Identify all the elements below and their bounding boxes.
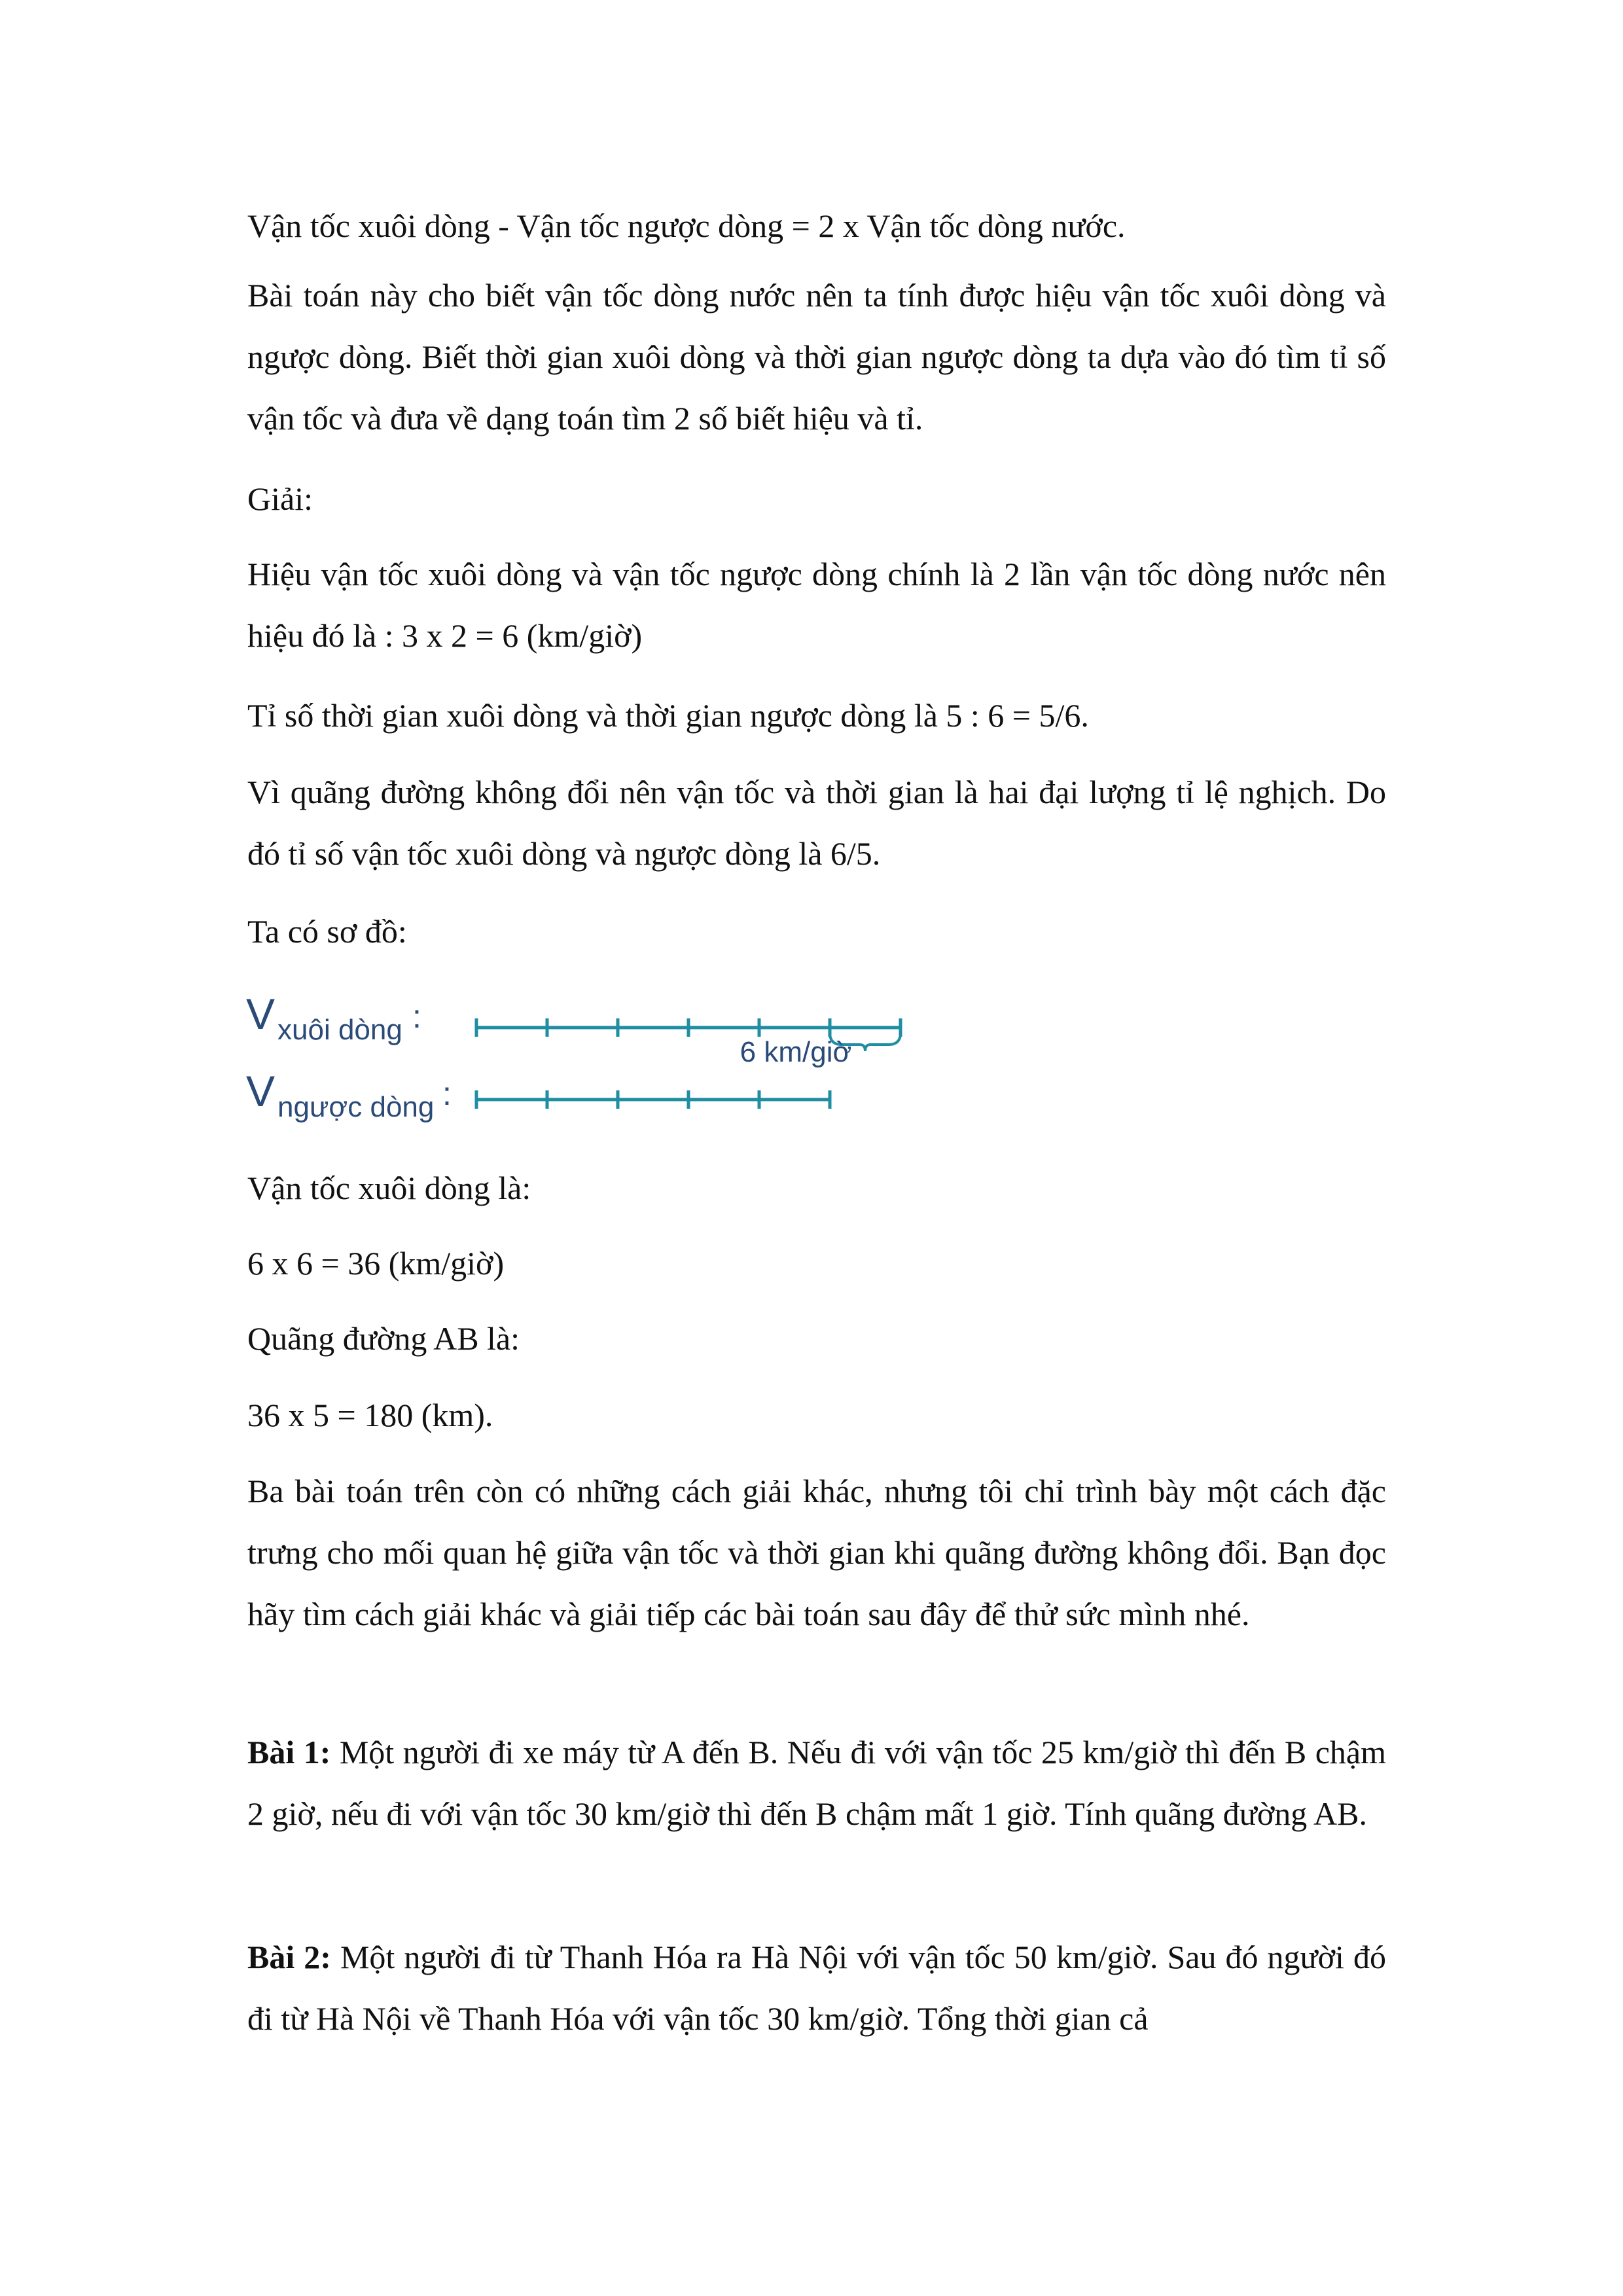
paragraph-difference: Hiệu vận tốc xuôi dòng và vận tốc ngược dòng chính là 2 lần vận tốc dòng nước nên hiệu đó là : 3 x 2 = 6 (km/giờ)	[247, 556, 1386, 654]
paragraph-diagram-intro: Ta có sơ đồ:	[247, 913, 407, 950]
exercise-1-text: Một người đi xe máy từ A đến B. Nếu đi với vận tốc 25 km/giờ thì đến B chậm 2 giờ, nếu đi với vận tốc 30 km/giờ thì đến B chậm mất 1 giờ. Tính quãng đường AB.	[247, 1734, 1386, 1832]
paragraph-formula: Vận tốc xuôi dòng - Vận tốc ngược dòng = 2 x Vận tốc dòng nước.	[247, 207, 1126, 244]
exercise-2-label: Bài 2:	[247, 1939, 331, 1975]
exercise-2	[247, 1926, 1386, 2049]
paragraph-distance-heading: Quãng đường AB là:	[247, 1320, 520, 1357]
row-upstream	[246, 1067, 830, 1123]
segment-diagram	[241, 969, 915, 1126]
paragraph-calc-distance: 36 x 5 = 180 (km).	[247, 1397, 493, 1433]
row-downstream-colon: :	[412, 998, 421, 1035]
row-upstream-v: V	[246, 1067, 276, 1115]
paragraph-speed-ratio: Vì quãng đường không đổi nên vận tốc và thời gian là hai đại lượng tỉ lệ nghịch. Do đó tỉ số vận tốc xuôi dòng và ngược dòng là 6/5.	[247, 774, 1386, 872]
paragraph-explanation: Bài toán này cho biết vận tốc dòng nước nên ta tính được hiệu vận tốc xuôi dòng và ngược dòng. Biết thời gian xuôi dòng và thời gian ngược dòng ta dựa vào đó tìm tỉ số vận tốc và đưa về dạng toán tìm 2 số biết hiệu và tỉ.	[247, 277, 1386, 437]
row-downstream-segments	[476, 1018, 901, 1037]
row-upstream-segments	[476, 1090, 830, 1109]
paragraph-downstream-speed: Vận tốc xuôi dòng là:	[247, 1170, 531, 1206]
exercise-1-label: Bài 1:	[247, 1734, 331, 1770]
row-upstream-colon: :	[442, 1075, 452, 1112]
exercise-2-text: Một người đi từ Thanh Hóa ra Hà Nội với vận tốc 50 km/giờ. Sau đó người đó đi từ Hà Nội về Thanh Hóa với vận tốc 30 km/giờ. Tổng thời gian cả	[247, 1939, 1386, 2037]
paragraph-time-ratio: Tỉ số thời gian xuôi dòng và thời gian ngược dòng là 5 : 6 = 5/6.	[247, 697, 1089, 734]
paragraph-calc-speed: 6 x 6 = 36 (km/giờ)	[247, 1245, 505, 1282]
row-upstream-sub: ngược dòng	[277, 1091, 435, 1123]
row-downstream-sub: xuôi dòng	[277, 1014, 402, 1046]
difference-label: 6 km/giờ	[740, 1036, 852, 1068]
row-downstream-v: V	[246, 990, 276, 1038]
exercise-1	[247, 1721, 1386, 1844]
solution-heading: Giải:	[247, 480, 313, 517]
paragraph-closing: Ba bài toán trên còn có những cách giải khác, nhưng tôi chỉ trình bày một cách đặc trưng cho mối quan hệ giữa vận tốc và thời gian khi quãng đường không đổi. Bạn đọc hãy tìm cách giải khác và giải tiếp các bài toán sau đây để thử sức mình nhé.	[247, 1473, 1386, 1632]
